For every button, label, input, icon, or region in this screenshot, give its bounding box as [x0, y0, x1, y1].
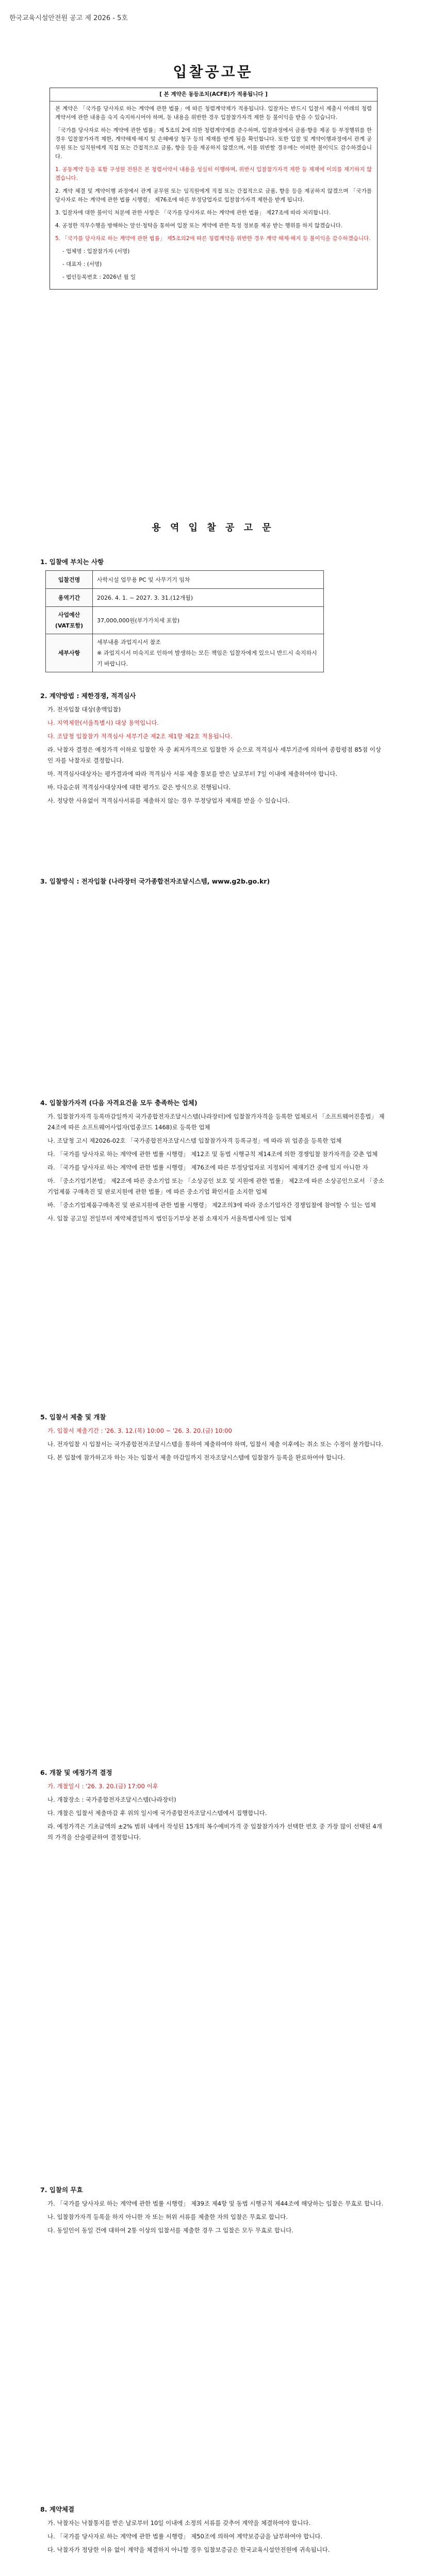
table-row: [46, 634, 324, 672]
section-heading: 8. 계약체결: [40, 2505, 75, 2513]
section-3: [40, 876, 386, 890]
announcement-number: 한국교육시설안전원 공고 제 2026 - 5호: [9, 14, 128, 22]
section-heading: 7. 입찰의 무효: [40, 2186, 83, 2194]
list-item: 마. 「중소기업기본법」 제2조에 따른 중소기업 또는 「소상공인 보호 및 지원에 관한 법률」 제2조에 따른 소상공인으로서 「중소기업제품 구매촉진 및 판로지원에 관한 법률」에 따른 중소기업 확인서를 소지한 업체: [47, 1177, 384, 1195]
signature-line: - 업체명 : 입찰참가자 (서명): [62, 248, 130, 255]
table-key: 입찰건명: [46, 571, 93, 589]
section-heading: 4. 입찰참가자격 (다음 자격요건을 모두 충족하는 업체): [40, 1099, 198, 1107]
list-item: 나. 개찰장소 : 국가종합전자조달시스템(나라장터): [47, 1796, 176, 1803]
notice-item: 4. 공정한 직무수행을 방해하는 알선·청탁을 통하여 입찰 또는 계약에 관한 특정 정보를 제공 받는 행위를 하지 않겠습니다.: [55, 223, 342, 229]
list-item: 다. 본 입찰에 참가하고자 하는 자는 입찰서 제출 마감일까지 전자조달시스템에 입찰참가 등록을 완료하여야 합니다.: [47, 1454, 345, 1461]
section-7: [40, 2184, 386, 2239]
list-item: 나. 입찰참가자격 등록을 하지 아니한 자 또는 허위 서류를 제출한 자의 입찰은 무효로 합니다.: [47, 2213, 288, 2221]
table-value: 세부내용 과업지시서 참조 ※ 과업지시서 미숙지로 인하여 발생하는 모든 책임은 입찰자에게 있으니 반드시 숙지하시기 바랍니다.: [93, 634, 324, 672]
list-item: 다. 「국가를 당사자로 하는 계약에 관한 법률 시행령」 제12조 및 동법 시행규칙 제14조에 의한 경쟁입찰 참가자격을 갖춘 업체: [47, 1150, 378, 1158]
list-item: 나. 「국가를 당사자로 하는 계약에 관한 법률 시행령」 제50조에 의하여 계약보증금을 납부하여야 합니다.: [47, 2533, 323, 2540]
list-item: 가. 전자입찰 대상(총액입찰): [47, 706, 121, 713]
list-item: 가. 「국가를 당사자로 하는 계약에 관한 법률 시행령」 제39조 제4항 및 동법 시행규칙 제44조에 해당하는 입찰은 무효로 합니다.: [47, 2200, 384, 2207]
section-heading: 3. 입찰방식 : 전자입찰 (나라장터 국가종합전자조달시스템, www.g2b.go.kr): [40, 877, 270, 885]
main-announcement-title: 용 역 입 찰 공 고 문: [152, 522, 274, 533]
table-row: [46, 607, 324, 634]
list-item: 바. 다음순위 적격심사대상자에 대한 평가도 같은 방식으로 진행됩니다.: [47, 784, 231, 791]
table-value: 사학시설 업무용 PC 및 사무기기 임차: [93, 571, 324, 589]
notice-item: 1. 공동계약 등을 포함 구성원 전원은 본 청렴서약서 내용을 성실히 이행하며, 위반시 입찰참가자격 제한 등 제재에 이의를 제기하지 않겠습니다.: [55, 166, 372, 181]
list-item: 나. 지역제한(서울특별시) 대상 용역입니다.: [47, 719, 159, 726]
section-2: [40, 690, 386, 809]
list-item: 바. 「중소기업제품구매촉진 및 판로지원에 관한 법률 시행령」 제2조의3에 따라 중소기업자간 경쟁입찰에 참여할 수 있는 업체: [47, 1201, 376, 1209]
notice-item: 3. 입찰자에 대한 불이익 처분에 관한 사항은 「국가를 당사자로 하는 계약에 관한 법률」 제27조에 따라 처리합니다.: [55, 210, 331, 216]
list-item: 라. 예정가격은 기초금액의 ±2% 범위 내에서 작성된 15개의 복수예비가격 중 입찰참가자가 선택한 번호 중 가장 많이 선택된 4개의 가격을 산술평균하여 결정합니다.: [47, 1823, 382, 1841]
list-item: 나. 전자입찰 시 입찰서는 국가종합전자조달시스템을 통하여 제출하여야 하며, 입찰서 제출 이후에는 취소 또는 수정이 불가합니다.: [47, 1440, 383, 1448]
list-item: 가. 개찰일시 : '26. 3. 20.(금) 17:00 이후: [47, 1783, 158, 1790]
info-table: [45, 570, 324, 672]
section-heading: 6. 개찰 및 예정가격 결정: [40, 1769, 112, 1776]
integrity-notice-box: [50, 88, 378, 290]
section-8: [40, 2504, 386, 2558]
table-key: 사업예산 (VAT포함): [46, 607, 93, 634]
section-5: [40, 1412, 386, 1466]
section-heading: 2. 계약방법 : 제한경쟁, 적격심사: [40, 692, 136, 700]
table-row: [46, 571, 324, 589]
section-1: [40, 556, 386, 672]
list-item: 라. 「국가를 당사자로 하는 계약에 관한 법률 시행령」 제76조에 따른 부정당업자로 지정되어 제재기간 중에 있지 아니한 자: [47, 1164, 368, 1171]
signature-line: - 대표자 : (서명): [62, 261, 102, 267]
list-item: 다. 개찰은 입찰서 제출마감 후 위의 일시에 국가종합전자조달시스템에서 집행합니다.: [47, 1809, 267, 1817]
signature-line: - 법인등록번호 : 2026년 월 일: [62, 274, 136, 280]
table-key: 용역기간: [46, 589, 93, 607]
list-item: 나. 조달청 고시 제2026-02호 「국가종합전자조달시스템 입찰참가자격 등록규정」에 따라 위 업종을 등록한 업체: [47, 1137, 342, 1144]
list-item: 마. 적격심사대상자는 평가결과에 따라 적격심사 서류 제출 통보를 받은 날로부터 7일 이내에 제출하여야 합니다.: [47, 770, 338, 777]
list-item: 다. 동일인이 동일 건에 대하여 2통 이상의 입찰서를 제출한 경우 그 입찰은 모두 무효로 합니다.: [47, 2227, 293, 2234]
list-item: 사. 정당한 사유없이 적격심사서류를 제출하지 않는 경우 부정당업자 제재를 받을 수 있습니다.: [47, 797, 290, 804]
list-item: 사. 입찰 공고일 전일부터 계약체결일까지 법인등기부상 본점 소재지가 서울특별시에 있는 업체: [47, 1215, 292, 1222]
list-item: 다. 낙찰자가 정당한 이유 없이 계약을 체결하지 아니할 경우 입찰보증금은 한국교육시설안전원에 귀속됩니다.: [47, 2546, 330, 2553]
table-row: [46, 589, 324, 607]
notice-item: 5. 「국가를 당사자로 하는 계약에 관한 법률」 제5조의2에 따른 청렴계약을 위반한 경우 계약 해제·해지 등 불이익을 감수하겠습니다.: [55, 235, 371, 242]
list-item: 다. 조달청 입찰참가 적격심사 세부기준 제2조 제1항 제2호 적용됩니다.: [47, 733, 233, 740]
table-key: 세부사항: [46, 634, 93, 672]
section-heading: 1. 입찰에 부치는 사항: [40, 558, 104, 566]
table-value: 2026. 4. 1. ~ 2027. 3. 31.(12개월): [93, 589, 324, 607]
notice-heading: [ 본 계약은 동등조치(ACFE)가 적용됩니다 ]: [50, 88, 377, 101]
notice-item: 2. 계약 체결 및 계약이행 과정에서 관계 공무원 또는 임직원에게 직접 또는 간접적으로 금품, 향응 등을 제공하지 않겠으며 「국가를 당사자로 하는 계약에 관한 법률 시행령」 제76조에 따른 부정당업자로 입찰참가자격 제한을 받게 됩니다.: [55, 188, 372, 203]
list-item: 가. 낙찰자는 낙찰통지를 받은 날로부터 10일 이내에 소정의 서류를 갖추어 계약을 체결하여야 합니다.: [47, 2519, 311, 2527]
section-6: [40, 1767, 386, 1845]
list-item: 가. 입찰서 제출기간 : '26. 3. 12.(목) 10:00 ~ '26. 3. 20.(금) 10:00: [47, 1427, 232, 1434]
notice-para-2: 「국가를 당사자로 하는 계약에 관한 법률」제 5조의 2에 의한 청렴계약제를 준수하며, 입찰과정에서 금품·향응 제공 등 부정행위를 한 경우 입찰참가자격 제한, 계약해제·해지 및 손해배상 청구 등의 제재를 받게 됨을 확인합니다. 또한 입찰 및 계약이행과정에서 관계 공무원 또는 임직원에게 직접 또는 간접적으로 금품, 향응 등을 제공하지 않겠으며, 이를 위반할 경우에는 어떠한 불이익도 감수하겠습니다.: [55, 127, 372, 160]
table-value: 37,000,000원(부가가치세 포함): [93, 607, 324, 634]
list-item: 가. 입찰참가자격 등록마감일까지 국가종합전자조달시스템(나라장터)에 입찰참가자격을 등록한 업체로서 「소프트웨어진흥법」 제24조에 따른 소프트웨어사업자(업종코드 1468)로 등록한 업체: [47, 1113, 385, 1131]
section-4: [40, 1097, 386, 1227]
notice-para-1: 본 계약은 「국가를 당사자로 하는 계약에 관한 법률」에 따른 청렴계약제가 적용됩니다. 입찰자는 반드시 입찰서 제출시 아래의 청렴계약서에 관한 내용을 숙지 숙지하시어야 하며, 동 내용을 위반한 경우 입찰참가자격 제한 등 불이익을 받을 수 있습니다.: [55, 106, 372, 121]
page-title: 입찰공고문: [173, 63, 253, 80]
list-item: 라. 낙찰자 결정은 예정가격 이하로 입찰한 자 중 최저가격으로 입찰한 자 순으로 적격심사 세부기준에 의하여 종합평점 85점 이상인 자를 낙찰자로 결정합니다.: [47, 746, 381, 764]
section-heading: 5. 입찰서 제출 및 개찰: [40, 1413, 106, 1421]
